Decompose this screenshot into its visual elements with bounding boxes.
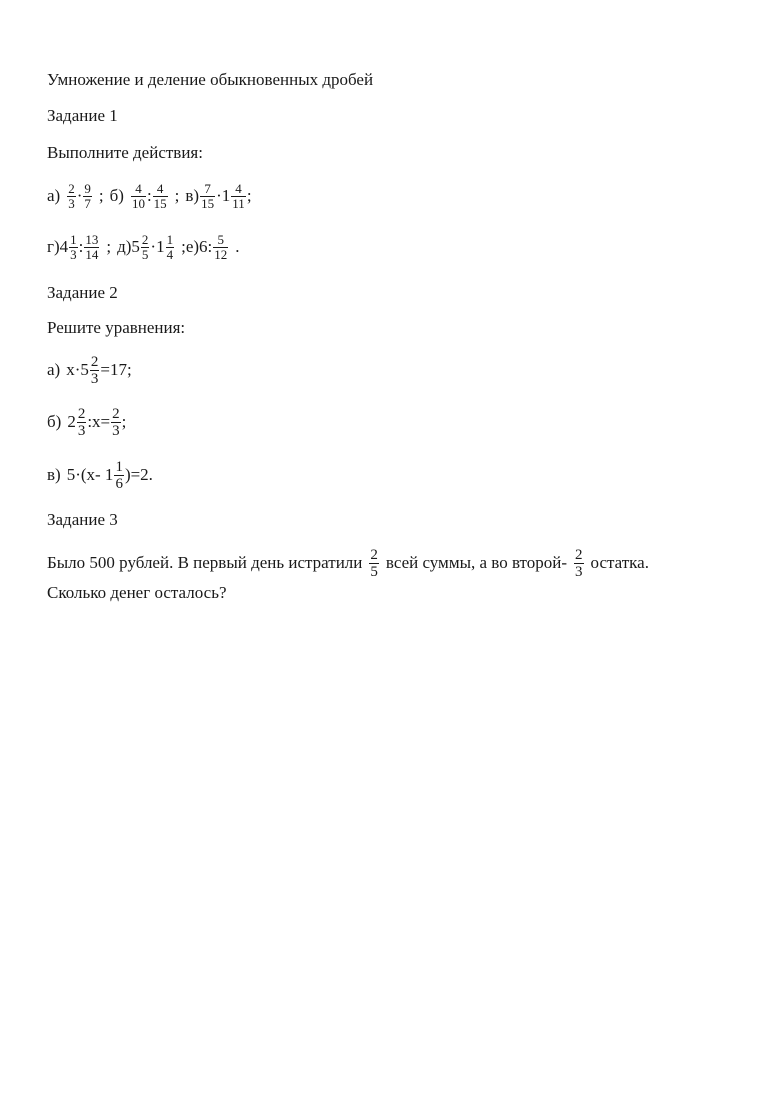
end-punctuation: ; [121,412,127,431]
task1-heading: Задание 1 [47,106,118,125]
whole-number: 2 [67,412,76,431]
fraction: $\frac{4}{11}$ [232,180,245,211]
operator: : [146,186,152,205]
fraction: $\frac{7}{15}$ [201,180,215,211]
whole-number: 1 [156,237,165,256]
task1-instruction: Выполните действия: [47,143,203,162]
item-d-label: д) [117,237,132,256]
whole-number: 6 [199,237,208,256]
task1-row2 [47,227,240,267]
equation-label: а) [47,360,61,379]
end-punctuation: ; [246,186,252,205]
equation-text: =17; [100,360,132,379]
separator: ; [98,186,104,205]
fraction: $\frac{4}{15}$ [153,180,167,211]
task3-text: остатка. [590,553,649,572]
separator: ; [106,237,112,256]
operator: · [216,186,222,205]
fraction: $\frac{4}{10}$ [131,180,145,211]
document-title: Умножение и деление обыкновенных дробей [47,70,374,89]
fraction: $\frac{2}{3}$ [112,405,120,439]
item-b-label: б) [109,186,124,205]
fraction: $\frac{13}{14}$ [85,231,99,262]
equation-label: в) [47,465,61,484]
whole-number: 1 [221,186,231,205]
operator: · [150,237,157,256]
task3-text-line2: Сколько денег осталось? [47,583,227,602]
fraction: $\frac{2}{5}$ [141,231,149,262]
fraction: $\frac{2}{3}$ [68,180,75,211]
fraction: $\frac{2}{5}$ [370,546,378,580]
task3-text: всей суммы, а во второй- [385,553,568,572]
separator: ; [174,186,180,205]
equation-a [47,350,132,390]
item-e-label: ;е) [181,237,200,256]
task3-heading: Задание 3 [47,510,118,529]
item-v-label: в) [185,186,200,205]
task1-row1 [47,176,252,216]
equation-text: :x= [87,412,111,431]
end-punctuation: . [235,237,240,256]
equation-text: 5·(x- 1 [66,465,114,484]
task2-heading: Задание 2 [47,283,118,302]
equation-text: x·5 [66,360,89,379]
fraction: $\frac{1}{6}$ [115,458,123,492]
fraction: $\frac{2}{3}$ [575,546,583,580]
fraction: $\frac{5}{12}$ [214,231,228,262]
task2-instruction: Решите уравнения: [47,318,186,337]
item-a-label: а) [47,186,61,205]
equation-b [47,402,126,442]
task3-text-line1 [47,543,649,583]
operator: · [76,186,83,205]
fraction: $\frac{2}{3}$ [90,353,99,387]
item-g-label: г) [47,237,60,256]
whole-number: 5 [131,237,140,256]
fraction: $\frac{1}{3}$ [70,231,77,262]
equation-text: )=2. [124,465,153,484]
operator: : [78,237,84,256]
task3-text: Было 500 рублей. В первый день истратили [47,553,363,572]
fraction: $\frac{1}{4}$ [166,231,174,262]
operator: : [207,237,213,256]
fraction: $\frac{9}{7}$ [84,180,91,211]
fraction: $\frac{2}{3}$ [77,405,86,439]
whole-number: 4 [59,237,69,256]
equation-v [47,455,153,495]
equation-label: б) [47,412,62,431]
